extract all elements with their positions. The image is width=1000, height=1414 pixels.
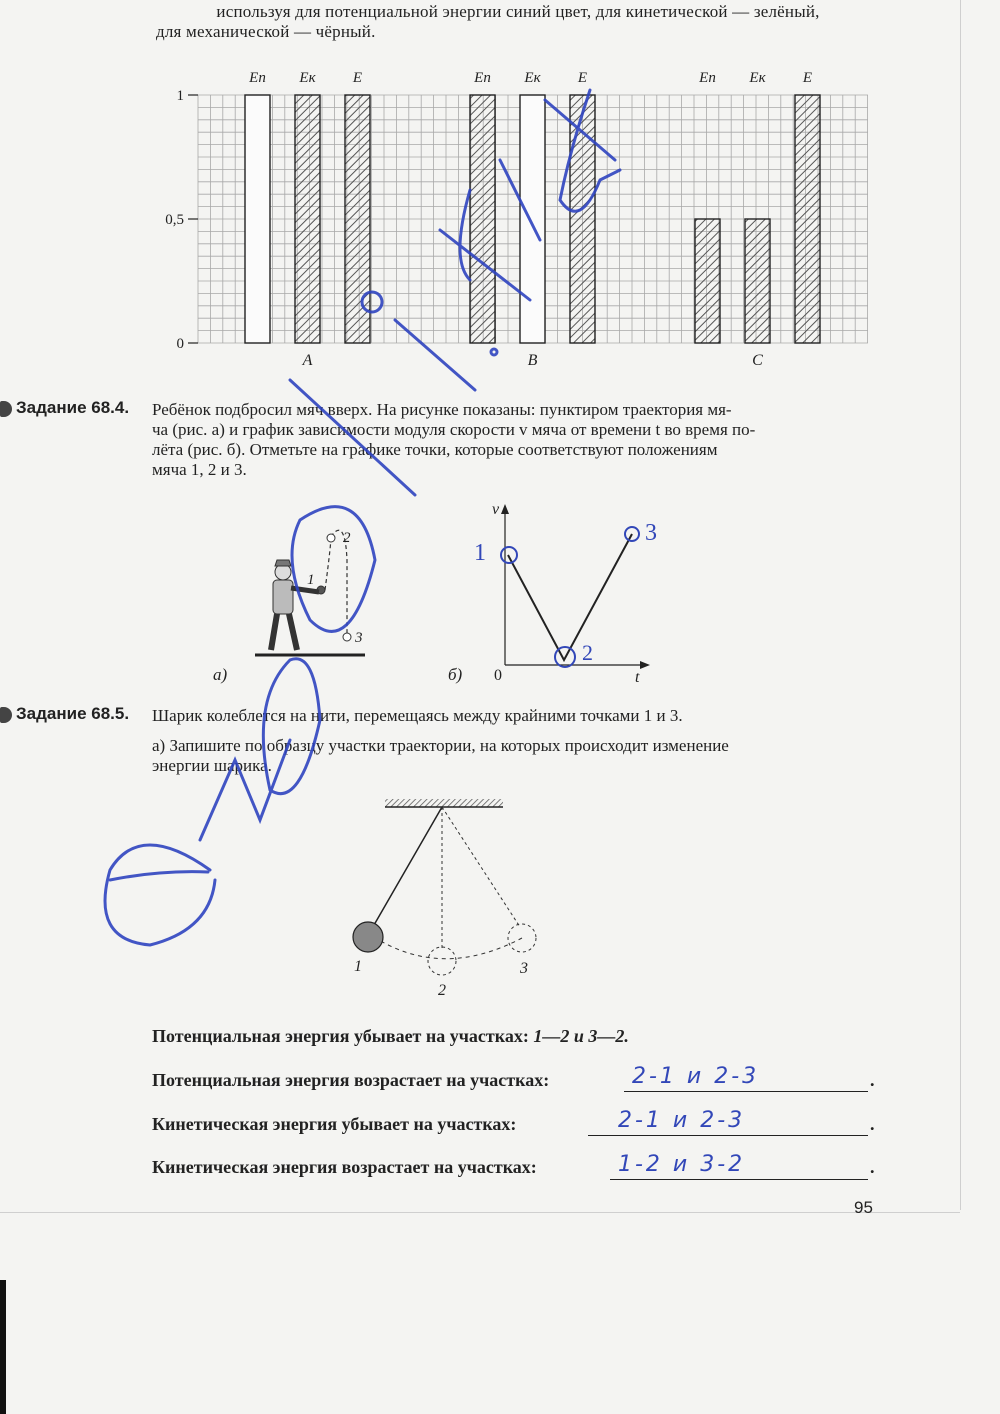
bar-label: Eк	[524, 70, 541, 86]
task-68-4-line3: лёта (рис. б). Отметьте на графике точки, которые соответствуют положениям	[152, 440, 718, 459]
position-1-label: 1	[307, 572, 315, 588]
figure-b-label: б)	[448, 665, 463, 684]
hand-mark-1: 1	[474, 540, 486, 566]
bar-label: Eк	[749, 70, 766, 86]
intro-text-line1: используя для потенциальной энергии синий цвет, для кинетической — зелёный,	[216, 2, 820, 21]
group-label: C	[752, 352, 763, 369]
y-tick-label: 1	[176, 88, 184, 104]
pendulum-point-3: 3	[520, 960, 528, 977]
position-3-label: 3	[355, 630, 363, 646]
answer-value-3: 2-1 и 2-3	[618, 1108, 746, 1133]
answer-dot-3: .	[870, 1114, 875, 1134]
task-68-4-line2: ча (рис. а) и график зависимости модуля скорости v мяча от времени t во время по-	[152, 420, 756, 439]
scribble-letter-o	[263, 659, 320, 794]
scribble-stroke-1	[290, 380, 415, 495]
scribble-stroke-2	[395, 320, 475, 390]
task-68-5-line1: Шарик колеблется на нити, перемещаясь между крайними точками 1 и 3.	[152, 706, 683, 725]
bar-label: E	[802, 70, 813, 86]
answer-dot-2: .	[870, 1070, 875, 1090]
figure-a-label: а)	[213, 665, 228, 684]
scribble-dot	[491, 349, 497, 355]
bar-label: Eп	[474, 70, 491, 86]
answer-label-1: Потенциальная энергия убывает на участках:	[152, 1026, 529, 1046]
t-axis-label: t	[635, 669, 640, 686]
y-tick-label: 0	[176, 336, 184, 352]
scribble-stroke-4	[460, 190, 470, 280]
scribble-loop	[292, 507, 375, 632]
answer-label-3: Кинетическая энергия убывает на участках:	[152, 1114, 517, 1134]
pendulum-point-2: 2	[438, 982, 446, 999]
answer-value-2: 2-1 и 2-3	[632, 1064, 760, 1089]
scribble-letter-m	[200, 740, 290, 840]
hand-mark-3: 3	[645, 520, 657, 546]
intro-text-line2: для механической — чёрный.	[156, 22, 376, 41]
v-axis-label: v	[492, 501, 500, 518]
scribble-stroke-5	[500, 160, 540, 240]
task-68-5-line2: а) Запишите по образцу участки траектории, на которых происходит изменение	[152, 736, 729, 755]
hand-mark-2: 2	[582, 640, 593, 665]
scribble-dot-o	[362, 292, 382, 312]
bar-label: E	[577, 70, 588, 86]
answer-label-4: Кинетическая энергия возрастает на участках:	[152, 1157, 537, 1177]
position-2-label: 2	[343, 530, 351, 546]
answer-value-4: 1-2 и 3-2	[618, 1152, 746, 1177]
scribble-letter-e	[105, 845, 215, 945]
bar-label: E	[352, 70, 363, 86]
task-68-4-line1: Ребёнок подбросил мяч вверх. На рисунке показаны: пунктиром траектория мя-	[152, 400, 732, 419]
group-label: B	[527, 352, 538, 369]
scribble-stroke-3	[440, 230, 530, 300]
y-tick-label: 0,5	[165, 212, 184, 228]
task-68-5-title: Задание 68.5.	[16, 704, 130, 723]
page-number: 95	[854, 1198, 873, 1217]
task-68-5-line3: энергии шарика.	[152, 756, 272, 775]
pendulum-point-1: 1	[354, 958, 362, 975]
bar-label: Eп	[249, 70, 266, 86]
group-label: A	[302, 352, 313, 369]
answer-dot-4: .	[870, 1157, 875, 1177]
bar-label: Eп	[699, 70, 716, 86]
bar-label: Eк	[299, 70, 316, 86]
answer-label-2: Потенциальная энергия возрастает на участках:	[152, 1070, 550, 1090]
task-68-4-line4: мяча 1, 2 и 3.	[152, 460, 247, 479]
answer-value-1: 1—2 и 3—2.	[533, 1026, 629, 1046]
task-68-4-title: Задание 68.4.	[16, 398, 130, 417]
scribble-stroke-6	[560, 90, 620, 211]
origin-label: 0	[494, 667, 502, 684]
